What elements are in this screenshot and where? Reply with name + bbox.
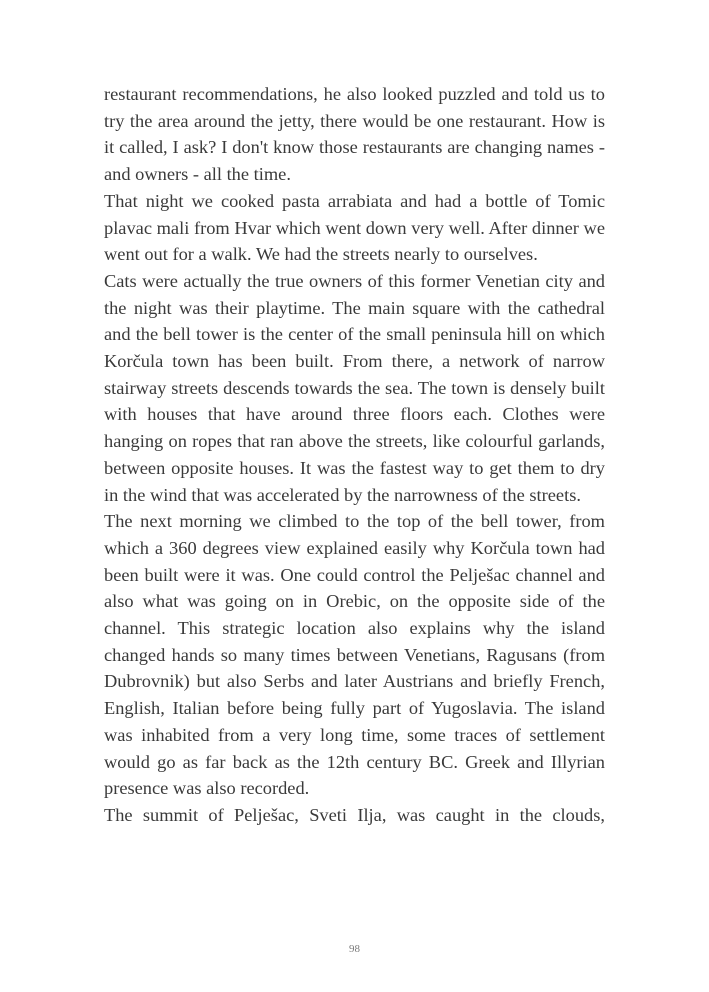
paragraph-restaurant-recommendations: restaurant recommendations, he also looked puzzled and told us to try the area around the jetty, there would be one restaurant. How is it called, I ask? I don't know those restaurants are changing names - and owners - all the time. [104,84,605,185]
page-number: 98 [349,943,360,955]
body-text [104,81,605,829]
paragraph-dinner-walk: That night we cooked pasta arrabiata and had a bottle of Tomic plavac mali from Hvar which went down very well. After dinner we went out for a walk. We had the streets nearly to ourselves. [104,190,605,265]
paragraph-cats-town: Cats were actually the true owners of this former Venetian city and the night was their playtime. The main square with the cathedral and the bell tower is the center of the small peninsula hill on which Korčula town has been built. From there, a network of narrow stairway streets descends towards the sea. The town is densely built with houses that have around three floors each. Clothes were hanging on ropes that ran above the streets, like colourful garlands, between opposite houses. It was the fastest way to get them to dry in the wind that was accelerated by the narrowness of the streets. [104,270,605,505]
paragraph-bell-tower: The next morning we climbed to the top of the bell tower, from which a 360 degrees view explained easily why Korčula town had been built were it was. One could control the Pelješac channel and also what was going on in Orebic, on the opposite side of the channel. This strategic location also explains why the island changed hands so many times between Venetians, Ragusans (from Dubrovnik) but also Serbs and later Austrians and briefly French, English, Italian before being fully part of Yugoslavia. The island was inhabited from a very long time, some traces of settlement would go as far back as the 12th century BC. Greek and Illyrian presence was also recorded. [104,511,605,799]
paragraph-summit: The summit of Pelješac, Sveti Ilja, was caught in the clouds, [104,804,605,825]
